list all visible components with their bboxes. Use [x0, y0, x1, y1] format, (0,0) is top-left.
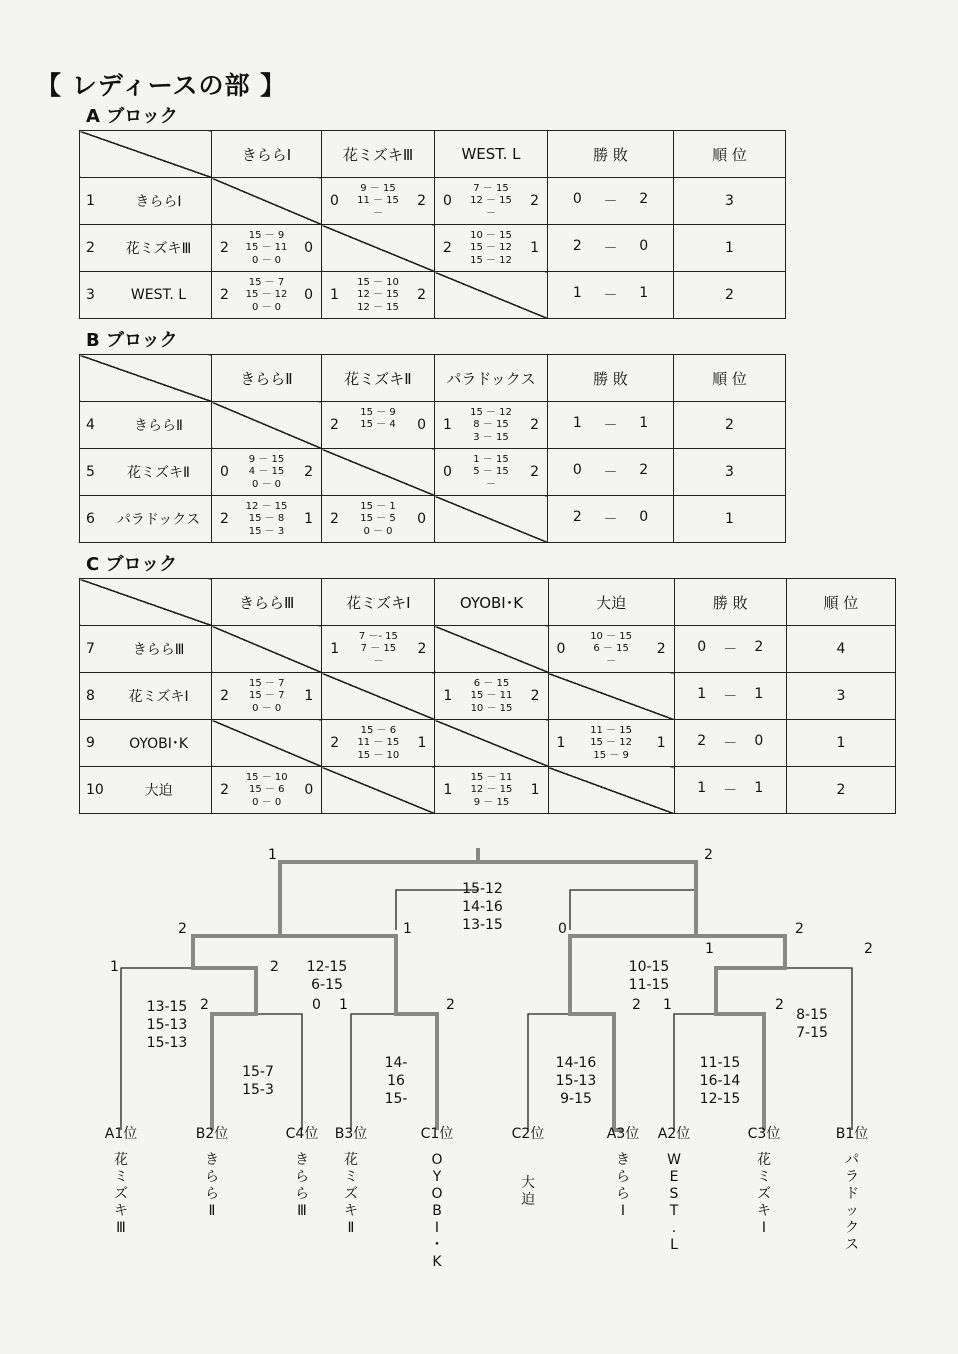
set-score: 11 － 15	[357, 737, 400, 748]
column-header: OYOBI･K	[435, 579, 548, 626]
table-row	[80, 767, 896, 814]
team-name-cell	[80, 178, 212, 225]
set-score: 15 － 10	[245, 772, 288, 783]
table-row	[80, 673, 896, 720]
sets-won-left: 2	[330, 511, 339, 527]
match-cell	[548, 720, 674, 767]
rank-cell: 3	[786, 673, 895, 720]
match-cell	[322, 496, 435, 543]
set-score: 15 － 12	[590, 737, 632, 748]
set-score: 1 － 15	[473, 454, 509, 465]
wins: 0	[697, 639, 707, 655]
losses: 1	[754, 780, 764, 796]
match-cell	[212, 673, 322, 720]
dash: －	[603, 288, 618, 304]
match-scores: 11-15 16-14 12-15	[699, 1055, 741, 1107]
team-name-vertical: 大 迫	[521, 1175, 535, 1208]
set-score: 12 － 15	[357, 302, 399, 313]
sets-won-right: 0	[304, 240, 313, 256]
seed-label: C3位	[747, 1126, 781, 1142]
sets-won-right: 1	[530, 240, 539, 256]
match-cell	[212, 272, 322, 319]
set-score: 15 － 9	[360, 407, 396, 418]
sets-won-left: 1	[330, 641, 340, 657]
set-score: 0 － 0	[251, 302, 282, 313]
win-loss-cell	[548, 178, 674, 225]
set-score: 15 － 9	[593, 750, 629, 761]
score-label: 0	[312, 997, 321, 1013]
sets-won-right: 2	[417, 641, 427, 657]
table-row	[80, 178, 786, 225]
block-c-table	[79, 578, 896, 814]
set-score: 15 － 12	[470, 242, 512, 253]
team-name-cell	[80, 767, 212, 814]
wins: 0	[572, 191, 582, 207]
sets-won-right: 2	[530, 417, 539, 433]
match-cell	[212, 402, 322, 449]
set-score: －	[486, 479, 496, 490]
set-score: 0 － 0	[251, 255, 282, 266]
sets-won-right: 2	[417, 287, 426, 303]
match-cell	[212, 178, 322, 225]
sets-won-left: 2	[443, 240, 452, 256]
set-score: 15 － 12	[470, 407, 512, 418]
team-name-cell	[80, 449, 212, 496]
wins: 0	[572, 462, 582, 478]
score-label: 2	[178, 921, 187, 937]
set-score: 15 － 6	[360, 725, 397, 736]
sets-won-right: 1	[304, 511, 313, 527]
seed-label: A2位	[657, 1126, 691, 1142]
set-score: 15 － 10	[357, 277, 399, 288]
match-scores: 13-15 15-13 15-13	[146, 999, 188, 1051]
column-header: 順 位	[674, 355, 786, 402]
team-number: 1	[86, 193, 95, 209]
match-cell	[435, 767, 548, 814]
wins: 1	[572, 415, 582, 431]
team-number: 9	[86, 735, 95, 751]
column-header: 順 位	[786, 579, 895, 626]
score-label: 2	[270, 959, 279, 975]
match-cell	[322, 449, 435, 496]
seed-label: A3位	[606, 1126, 640, 1142]
team-name-vertical: 花 ミ ズ キ Ⅲ	[114, 1152, 128, 1236]
column-header: 花ミズキⅢ	[322, 131, 435, 178]
team-name-vertical: 花 ミ ズ キ Ⅰ	[757, 1152, 771, 1236]
sets-won-left: 1	[443, 782, 453, 798]
match-cell	[435, 449, 548, 496]
team-number: 2	[86, 240, 95, 256]
team-name: 花ミズキⅡ	[127, 465, 190, 481]
seed-label: B1位	[835, 1126, 869, 1142]
set-score: 9 － 15	[473, 797, 510, 808]
sets-won-right: 0	[304, 782, 314, 798]
match-cell	[435, 496, 548, 543]
win-loss-cell	[674, 626, 786, 673]
set-score: 0 － 0	[252, 797, 282, 808]
dash: －	[603, 418, 618, 434]
dash: －	[723, 736, 738, 752]
score-label: 1	[403, 921, 412, 937]
sets-won-left: 0	[443, 193, 452, 209]
sets-won-right: 2	[417, 193, 426, 209]
diagonal-header-cell	[80, 131, 212, 178]
score-label: 2	[704, 847, 713, 863]
match-cell	[322, 767, 435, 814]
block-a-table	[79, 130, 786, 319]
match-cell	[435, 178, 548, 225]
team-name-cell	[80, 225, 212, 272]
win-loss-cell	[548, 225, 674, 272]
set-score: 11 － 15	[357, 195, 399, 206]
dash: －	[723, 642, 738, 658]
rank-cell: 3	[674, 178, 786, 225]
losses: 1	[639, 415, 649, 431]
set-score: 7 － 15	[473, 183, 509, 194]
losses: 0	[754, 733, 764, 749]
team-name-vertical: き ら ら Ⅰ	[616, 1152, 630, 1219]
score-label: 1	[339, 997, 348, 1013]
score-label: 2	[200, 997, 209, 1013]
win-loss-cell	[674, 673, 786, 720]
rank-cell: 1	[786, 720, 895, 767]
set-score: 15 － 1	[360, 501, 396, 512]
team-number: 5	[86, 464, 95, 480]
score-label: 0	[558, 921, 567, 937]
block-b-table	[79, 354, 786, 543]
rank-cell: 2	[674, 272, 786, 319]
score-label: 2	[632, 997, 641, 1013]
team-name: きららⅠ	[135, 194, 182, 210]
match-scores: 12-15 6-15	[306, 959, 348, 993]
set-score: －	[486, 208, 496, 219]
column-header: 順 位	[674, 131, 786, 178]
match-scores: 15-7 15-3	[242, 1064, 274, 1098]
column-header: きららⅢ	[212, 579, 322, 626]
set-score: 15 － 4	[360, 419, 396, 430]
match-cell	[322, 178, 435, 225]
seed-label: C4位	[285, 1126, 319, 1142]
team-name-vertical: W E S T . L	[667, 1152, 681, 1253]
seed-label: C1位	[420, 1126, 454, 1142]
table-row	[80, 720, 896, 767]
set-score: 15 － 7	[248, 678, 285, 689]
diagonal-header-cell	[80, 355, 212, 402]
set-score: 15 － 11	[245, 242, 288, 253]
dash: －	[603, 512, 618, 528]
set-score: 0 － 0	[251, 479, 282, 490]
score-label: 2	[795, 921, 804, 937]
set-score: 15 － 5	[360, 513, 396, 524]
score-label: 1	[110, 959, 119, 975]
wins: 2	[697, 733, 707, 749]
win-loss-cell	[548, 272, 674, 319]
team-name: 花ミズキⅢ	[125, 241, 192, 257]
seed-label: B3位	[334, 1126, 368, 1142]
score-label: 1	[663, 997, 672, 1013]
match-cell	[322, 626, 435, 673]
rank-cell: 2	[674, 402, 786, 449]
block-b-label: B ブロック	[86, 330, 178, 351]
block-c-label: C ブロック	[86, 554, 178, 575]
sets-won-left: 2	[330, 417, 339, 433]
team-name: きららⅢ	[132, 642, 185, 658]
set-score: 6 － 15	[473, 678, 510, 689]
score-label: 1	[268, 847, 277, 863]
team-name-vertical: パ ラ ド ッ ク ス	[845, 1152, 859, 1253]
match-cell	[212, 767, 322, 814]
team-name-cell	[80, 720, 212, 767]
team-name: きららⅡ	[134, 418, 183, 434]
set-score: 10 － 15	[590, 631, 632, 642]
dash: －	[603, 241, 618, 257]
column-header: 大迫	[548, 579, 674, 626]
match-cell	[548, 767, 674, 814]
column-header: きららⅠ	[212, 131, 322, 178]
set-score: －	[373, 208, 383, 219]
column-header: 花ミズキⅠ	[322, 579, 435, 626]
team-name-vertical: 花 ミ ズ キ Ⅱ	[344, 1152, 358, 1236]
set-score: －	[373, 656, 384, 667]
sets-won-right: 0	[417, 417, 426, 433]
team-name: 大迫	[144, 783, 173, 799]
block-a-label: A ブロック	[86, 106, 178, 127]
set-score: 3 － 15	[473, 432, 509, 443]
dash: －	[723, 783, 738, 799]
sets-won-left: 1	[443, 688, 453, 704]
column-header: WEST. L	[435, 131, 548, 178]
match-cell	[435, 225, 548, 272]
match-cell	[435, 626, 548, 673]
sets-won-left: 2	[220, 287, 229, 303]
rank-cell: 4	[786, 626, 895, 673]
match-cell	[212, 626, 322, 673]
match-cell	[435, 720, 548, 767]
score-label: 2	[864, 941, 873, 957]
set-score: 15 － 8	[248, 513, 285, 524]
seed-label: C2位	[511, 1126, 545, 1142]
team-name-vertical: O Y O B I ・ K	[430, 1152, 444, 1270]
team-number: 8	[86, 688, 95, 704]
sets-won-left: 2	[220, 782, 230, 798]
team-name-cell	[80, 626, 212, 673]
rank-cell: 1	[674, 225, 786, 272]
win-loss-cell	[548, 449, 674, 496]
set-score: 15 － 7	[248, 277, 285, 288]
sets-won-left: 2	[220, 688, 230, 704]
win-loss-cell	[674, 720, 786, 767]
win-loss-cell	[674, 767, 786, 814]
sets-won-left: 2	[220, 240, 229, 256]
match-cell	[435, 402, 548, 449]
team-number: 7	[86, 641, 95, 657]
set-score: 5 － 15	[473, 466, 509, 477]
set-score: 12 － 15	[470, 784, 513, 795]
match-cell	[322, 673, 435, 720]
dash: －	[603, 465, 618, 481]
team-number: 6	[86, 511, 95, 527]
table-row	[80, 626, 896, 673]
team-name: パラドックス	[116, 512, 201, 528]
sets-won-left: 1	[330, 287, 339, 303]
sets-won-right: 1	[530, 782, 540, 798]
column-header: 勝 敗	[548, 131, 674, 178]
match-cell	[212, 720, 322, 767]
set-score: －	[606, 656, 617, 667]
set-score: 7 － 15	[360, 643, 397, 654]
set-score: 15 － 6	[248, 784, 285, 795]
set-score: 10 － 15	[470, 230, 512, 241]
set-score: 9 － 15	[248, 454, 285, 465]
match-cell	[212, 496, 322, 543]
losses: 2	[754, 639, 764, 655]
team-name-cell	[80, 402, 212, 449]
set-score: 7 －- 15	[358, 631, 398, 642]
table-row	[80, 225, 786, 272]
team-name-vertical: き ら ら Ⅲ	[295, 1152, 309, 1219]
losses: 2	[639, 191, 649, 207]
sets-won-left: 2	[220, 511, 229, 527]
set-score: 15 － 12	[245, 289, 288, 300]
column-header: 勝 敗	[548, 355, 674, 402]
match-cell	[212, 449, 322, 496]
sets-won-left: 0	[220, 464, 229, 480]
match-cell	[322, 272, 435, 319]
team-name: OYOBI･K	[129, 736, 189, 752]
wins: 1	[572, 285, 582, 301]
set-score: 10 － 15	[470, 703, 513, 714]
set-score: 15 － 12	[470, 255, 512, 266]
score-label: 2	[775, 997, 784, 1013]
rank-cell: 3	[674, 449, 786, 496]
match-scores: 14- 16 15-	[384, 1055, 408, 1107]
sets-won-right: 2	[530, 193, 539, 209]
set-score: 15 － 10	[357, 750, 400, 761]
sets-won-left: 0	[556, 641, 566, 657]
rank-cell: 2	[786, 767, 895, 814]
table-row	[80, 496, 786, 543]
team-number: 10	[86, 782, 104, 798]
set-score: 0 － 0	[252, 703, 282, 714]
column-header: 勝 敗	[674, 579, 786, 626]
set-score: 15 － 7	[248, 690, 285, 701]
set-score: 9 － 15	[360, 183, 396, 194]
dash: －	[603, 194, 618, 210]
set-score: 0 － 0	[363, 526, 393, 537]
match-cell	[548, 626, 674, 673]
team-name: 花ミズキⅠ	[128, 689, 189, 705]
team-name-vertical: き ら ら Ⅱ	[205, 1152, 219, 1219]
sets-won-right: 2	[530, 464, 539, 480]
sets-won-left: 1	[443, 417, 452, 433]
match-scores: 8-15 7-15	[796, 1007, 828, 1041]
wins: 2	[572, 509, 582, 525]
losses: 0	[639, 509, 649, 525]
losses: 2	[639, 462, 649, 478]
table-row	[80, 449, 786, 496]
win-loss-cell	[548, 402, 674, 449]
column-header: パラドックス	[435, 355, 548, 402]
set-score: 8 － 15	[473, 419, 509, 430]
rank-cell: 1	[674, 496, 786, 543]
sets-won-left: 2	[330, 735, 340, 751]
match-cell	[435, 272, 548, 319]
sets-won-right: 2	[656, 641, 666, 657]
losses: 1	[754, 686, 764, 702]
table-row	[80, 272, 786, 319]
set-score: 12 － 15	[470, 195, 512, 206]
losses: 1	[639, 285, 649, 301]
set-score: 6 － 15	[593, 643, 629, 654]
team-number: 4	[86, 417, 95, 433]
score-label: 2	[446, 997, 455, 1013]
set-score: 11 － 15	[590, 725, 632, 736]
team-name: WEST. L	[130, 287, 187, 303]
wins: 2	[572, 238, 582, 254]
win-loss-cell	[548, 496, 674, 543]
match-cell	[212, 225, 322, 272]
column-header: 花ミズキⅡ	[322, 355, 435, 402]
match-cell	[322, 225, 435, 272]
sets-won-left: 1	[556, 735, 566, 751]
seed-label: A1位	[104, 1126, 138, 1142]
set-score: 15 － 11	[470, 772, 513, 783]
sets-won-right: 1	[656, 735, 666, 751]
dash: －	[723, 689, 738, 705]
team-name-cell	[80, 496, 212, 543]
match-cell	[322, 720, 435, 767]
set-score: 15 － 11	[470, 690, 513, 701]
sets-won-right: 2	[530, 688, 540, 704]
column-header: きららⅡ	[212, 355, 322, 402]
match-scores: 14-16 15-13 9-15	[555, 1055, 597, 1107]
set-score: 12 － 15	[245, 501, 288, 512]
sets-won-right: 0	[417, 511, 426, 527]
wins: 1	[697, 686, 707, 702]
match-cell	[435, 673, 548, 720]
seed-label: B2位	[195, 1126, 229, 1142]
match-cell	[322, 402, 435, 449]
set-score: 4 － 15	[248, 466, 285, 477]
losses: 0	[639, 238, 649, 254]
match-cell	[548, 673, 674, 720]
sets-won-right: 1	[417, 735, 427, 751]
bracket-line	[570, 890, 696, 930]
sets-won-left: 0	[443, 464, 452, 480]
diagonal-header-cell	[80, 579, 212, 626]
set-score: 15 － 9	[248, 230, 285, 241]
team-number: 3	[86, 287, 95, 303]
sets-won-right: 0	[304, 287, 313, 303]
sets-won-left: 0	[330, 193, 339, 209]
score-label: 1	[705, 941, 714, 957]
sets-won-right: 1	[304, 688, 314, 704]
team-name-cell	[80, 673, 212, 720]
page-title: 【 レディースの部 】	[36, 71, 287, 100]
team-name-cell	[80, 272, 212, 319]
table-row	[80, 402, 786, 449]
sets-won-right: 2	[304, 464, 313, 480]
set-score: 15 － 3	[248, 526, 285, 537]
set-score: 12 － 15	[357, 289, 399, 300]
final-scores: 15-12 14-16 13-15	[462, 881, 503, 933]
wins: 1	[697, 780, 707, 796]
match-scores: 10-15 11-15	[628, 959, 670, 993]
